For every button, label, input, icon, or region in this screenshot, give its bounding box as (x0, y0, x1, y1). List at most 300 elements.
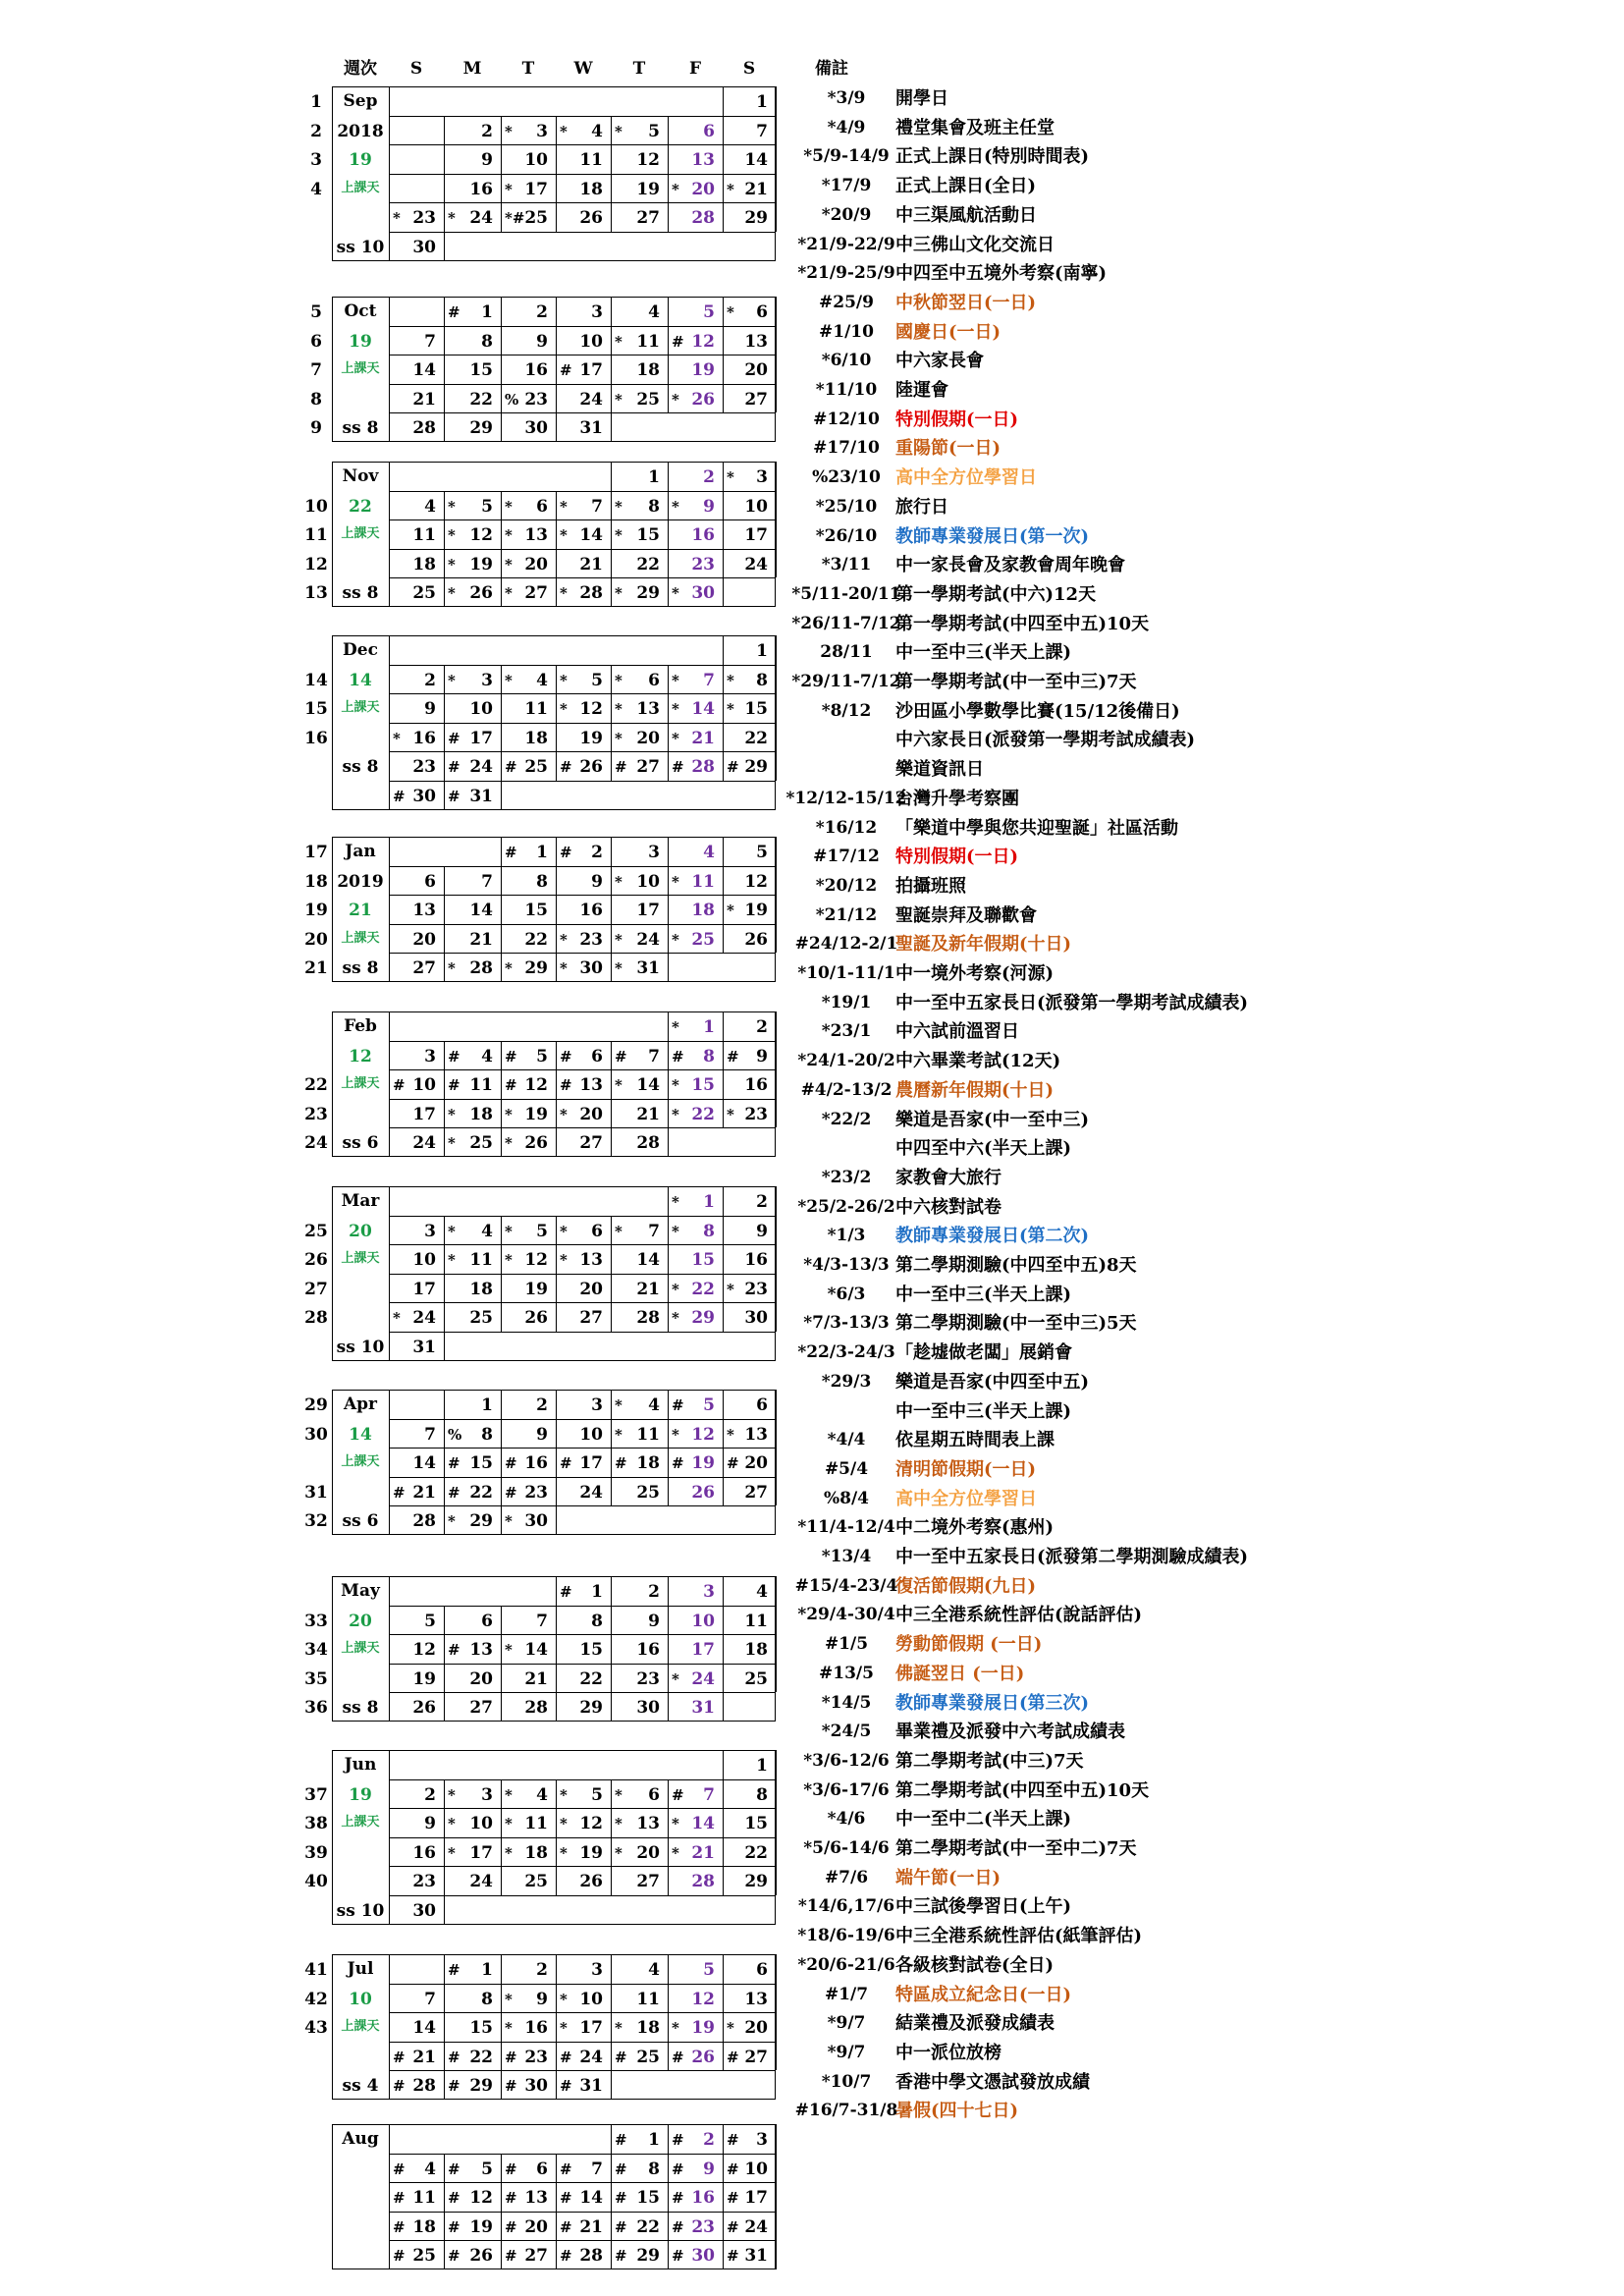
grid-line (723, 1011, 724, 1041)
day-marker: # (560, 2077, 572, 2096)
grid-line (668, 2240, 669, 2269)
day-marker: * (505, 1843, 513, 1862)
day-marker: # (615, 2048, 627, 2066)
grid-line (723, 384, 724, 413)
day-marker: * (560, 959, 568, 978)
grid-line (501, 1099, 502, 1128)
grid-line (389, 2070, 776, 2071)
grid-line (611, 895, 612, 924)
grid-line (389, 1274, 776, 1275)
day-header: W (573, 59, 593, 79)
remark-text: 暑假(四十七日) (895, 2101, 1019, 2122)
grid-line (501, 1244, 502, 1274)
week-number: 3 (310, 150, 322, 171)
week-number: 41 (304, 1960, 328, 1980)
month-info: 2018 (337, 121, 384, 141)
week-number: 11 (304, 525, 328, 546)
day-number: 14 (691, 1814, 715, 1834)
grid-line (501, 1808, 502, 1837)
grid-line (668, 953, 669, 982)
day-marker: # (615, 758, 627, 777)
grid-line (668, 1274, 669, 1303)
day-marker: # (727, 2217, 739, 2236)
grid-line (501, 1837, 502, 1867)
grid-line (444, 2182, 445, 2212)
grid-line (389, 1664, 776, 1665)
grid-line (723, 202, 724, 232)
month-name: Aug (342, 2129, 379, 2149)
day-marker: * (615, 1396, 623, 1414)
grid-line (723, 2240, 724, 2269)
grid-line (556, 116, 557, 145)
day-number: 28 (412, 2076, 436, 2097)
day-number: 22 (691, 1279, 715, 1299)
day-number: 9 (536, 331, 548, 352)
grid-line (611, 2154, 612, 2183)
day-marker: * (615, 1076, 623, 1095)
grid-line (501, 1692, 502, 1722)
day-number: 24 (579, 1482, 603, 1503)
day-marker: # (393, 1076, 406, 1095)
day-number: 24 (579, 2047, 603, 2067)
day-number: 5 (536, 1046, 548, 1066)
month-info: 上課天 (341, 1454, 380, 1470)
grid-line (389, 2012, 776, 2013)
day-number: 29 (744, 757, 768, 778)
month-info: ss 8 (342, 418, 379, 439)
day-number: 28 (412, 418, 436, 439)
remark-date: *14/5 (821, 1692, 872, 1713)
grid-line (444, 1274, 445, 1303)
day-number: 17 (469, 1842, 493, 1863)
remark-date: *1/3 (827, 1226, 866, 1246)
week-number: 27 (304, 1279, 328, 1299)
remark-date: *11/4-12/4 (797, 1517, 895, 1538)
grid-line (668, 1216, 669, 1245)
remark-date: #13/5 (819, 1663, 874, 1683)
remark-text: 中一至中五家長日(派發第二學期測驗成績表) (895, 1547, 1249, 1567)
grid-line (611, 1954, 612, 1984)
grid-line (556, 2182, 557, 2212)
day-marker: # (448, 2189, 460, 2208)
day-number: 4 (756, 1582, 768, 1602)
day-marker: * (672, 1280, 679, 1298)
day-number: 26 (691, 2047, 715, 2067)
day-number: 28 (579, 583, 603, 604)
month-info: 12 (349, 1046, 372, 1066)
grid-line (668, 751, 669, 781)
grid-line (389, 462, 390, 607)
grid-line (556, 297, 557, 326)
grid-line (611, 1692, 612, 1722)
remark-text: 第二學期考試(中一至中二)7天 (895, 1838, 1137, 1859)
day-number: 25 (744, 1668, 768, 1689)
day-number: 9 (756, 1046, 768, 1066)
grid-line (501, 1041, 502, 1070)
grid-line (556, 355, 557, 384)
day-number: 27 (579, 1308, 603, 1329)
day-number: 13 (744, 1989, 768, 2009)
grid-line (501, 2182, 502, 2212)
grid-line (501, 144, 502, 174)
grid-line (556, 1244, 557, 1274)
grid-line (668, 1837, 669, 1867)
day-number: 14 (469, 901, 493, 921)
day-header: T (632, 59, 646, 79)
day-marker: * (448, 209, 456, 228)
grid-line (501, 1419, 502, 1449)
day-number: 12 (691, 1424, 715, 1445)
remark-date: #1/5 (824, 1634, 869, 1655)
day-marker: # (393, 1483, 406, 1502)
month-info: 上課天 (341, 180, 380, 195)
day-number: 2 (703, 467, 715, 487)
grid-line (444, 1866, 445, 1895)
grid-line (668, 384, 669, 413)
day-marker: * (505, 180, 513, 198)
day-number: 16 (579, 901, 603, 921)
day-number: 16 (636, 1640, 660, 1661)
day-number: 24 (469, 208, 493, 229)
grid-line (668, 462, 669, 491)
grid-line (389, 1302, 776, 1303)
grid-line (556, 1099, 557, 1128)
grid-line (501, 2240, 502, 2269)
day-number: 17 (636, 901, 660, 921)
day-number: 2 (424, 1784, 436, 1805)
remark-text: 中三全港系統性評估(說話評估) (895, 1605, 1143, 1626)
day-number: 19 (691, 1453, 715, 1474)
day-number: 1 (591, 1582, 603, 1602)
day-marker: * (615, 332, 623, 351)
day-number: 3 (591, 1960, 603, 1980)
day-number: 19 (524, 1104, 548, 1124)
grid-line (668, 924, 669, 954)
day-number: 11 (524, 699, 548, 720)
remark-text: 中一派位放榜 (895, 2042, 1001, 2063)
month-info: ss 8 (342, 757, 379, 778)
grid-line (723, 837, 724, 866)
day-number: 7 (648, 1046, 660, 1066)
day-number: 5 (703, 1395, 715, 1415)
day-number: 2 (648, 1582, 660, 1602)
day-number: 6 (591, 1046, 603, 1066)
grid-line (776, 1069, 777, 1099)
grid-line (501, 1390, 502, 1419)
grid-line (389, 1808, 776, 1809)
day-marker: # (448, 1641, 460, 1660)
month-info: 上課天 (341, 930, 380, 946)
day-marker: # (672, 2048, 684, 2066)
day-number: 4 (648, 1395, 660, 1415)
day-marker: # (615, 2247, 627, 2266)
day-marker: # (505, 1047, 517, 1066)
day-number: 8 (648, 496, 660, 517)
remark-date: *17/9 (821, 176, 872, 196)
day-marker: * (672, 390, 679, 409)
remark-date: *24/1-20/2 (797, 1051, 895, 1071)
day-number: 21 (691, 728, 715, 748)
month-name: Oct (344, 301, 377, 321)
grid-line (723, 723, 724, 752)
grid-line (668, 1606, 669, 1635)
remark-text: 中一至中五家長日(派發第一學期考試成績表) (895, 992, 1249, 1013)
day-number: 23 (524, 389, 548, 410)
day-header: F (688, 59, 702, 79)
month-name: Apr (343, 1394, 378, 1414)
day-marker: # (505, 2189, 517, 2208)
week-column-header: 週次 (344, 59, 377, 79)
day-header: S (409, 59, 423, 79)
month-name: Dec (343, 640, 378, 660)
week-number: 4 (310, 179, 322, 199)
remark-text: 結業禮及派發成績表 (895, 2013, 1055, 2035)
day-number: 19 (579, 1842, 603, 1863)
day-number: 19 (412, 1668, 436, 1689)
month-info: 20 (349, 1221, 372, 1241)
day-number: 30 (412, 238, 436, 257)
day-marker: * (727, 902, 734, 920)
day-number: 6 (591, 1221, 603, 1241)
grid-line (668, 665, 669, 694)
month-info: 19 (349, 150, 372, 171)
grid-line (444, 2042, 445, 2071)
day-number: 31 (744, 2246, 768, 2267)
week-number: 23 (304, 1104, 328, 1124)
day-marker: # (448, 2217, 460, 2236)
day-number: 24 (579, 389, 603, 410)
day-number: 4 (424, 2159, 436, 2179)
grid-line (611, 693, 612, 723)
day-number: 1 (648, 467, 660, 487)
month-info: 14 (349, 670, 372, 690)
day-number: 15 (636, 2188, 660, 2209)
remark-date: *29/4-30/4 (797, 1605, 895, 1625)
grid-line (611, 355, 612, 384)
grid-line (556, 1448, 557, 1477)
day-marker: # (672, 2217, 684, 2236)
day-marker: * (505, 1785, 513, 1804)
day-number: 25 (524, 757, 548, 778)
day-number: 16 (524, 1453, 548, 1474)
grid-line (611, 1664, 612, 1693)
grid-line (776, 1779, 777, 1809)
month-info: ss 10 (336, 238, 385, 257)
day-number: 1 (756, 641, 768, 661)
day-number: 7 (481, 871, 493, 892)
remark-text: 聖誕及新年假期(十日) (895, 934, 1072, 956)
grid-line (389, 693, 776, 694)
grid-line (556, 1041, 557, 1070)
day-marker: # (448, 2077, 460, 2096)
grid-line (501, 693, 502, 723)
grid-line (776, 1477, 777, 1506)
remark-date: %23/10 (812, 467, 881, 488)
grid-line (776, 1750, 777, 1779)
remark-text: 台灣升學考察團 (895, 788, 1019, 809)
grid-line (776, 635, 777, 665)
day-marker: * (672, 2019, 679, 2038)
day-number: 4 (648, 1960, 660, 1980)
day-number: 5 (424, 1611, 436, 1631)
day-number: 13 (636, 1814, 660, 1834)
grid-line (723, 1099, 724, 1128)
grid-line (611, 519, 612, 549)
grid-line (444, 1448, 445, 1477)
week-number: 14 (304, 670, 328, 690)
day-number: 26 (691, 1482, 715, 1503)
day-number: 25 (469, 1308, 493, 1329)
day-marker: # (560, 1047, 572, 1066)
day-number: 27 (579, 1133, 603, 1154)
day-number: 14 (744, 150, 768, 171)
grid-line (556, 723, 557, 752)
month-info: 上課天 (341, 700, 380, 716)
grid-line (668, 2212, 669, 2241)
day-marker: * (560, 671, 568, 689)
grid-line (723, 1041, 724, 1070)
day-marker: # (727, 1454, 739, 1473)
day-marker: # (560, 361, 572, 380)
day-number: 14 (412, 2018, 436, 2039)
day-marker: * (672, 1076, 679, 1095)
grid-line (389, 895, 776, 896)
week-number: 24 (304, 1133, 328, 1154)
day-number: 21 (469, 929, 493, 950)
month-info: 上課天 (341, 526, 380, 542)
day-marker: * (393, 209, 401, 228)
day-number: 28 (636, 1308, 660, 1329)
grid-line (611, 665, 612, 694)
month-info: 上課天 (341, 2019, 380, 2035)
day-number: 24 (744, 554, 768, 574)
grid-line (611, 2012, 612, 2042)
grid-line (389, 1505, 776, 1506)
day-number: 16 (469, 179, 493, 199)
week-number: 30 (304, 1424, 328, 1445)
remark-text: 旅行日 (895, 496, 948, 518)
week-number: 34 (304, 1640, 328, 1661)
grid-line (668, 1664, 669, 1693)
day-marker: * (560, 930, 568, 949)
grid-line (556, 326, 557, 355)
month-info: 上課天 (341, 1251, 380, 1267)
day-marker: * (727, 1425, 734, 1444)
grid-line (389, 1576, 390, 1722)
grid-line (776, 202, 777, 232)
day-number: 8 (481, 1424, 493, 1445)
remark-date: 28/11 (820, 642, 873, 663)
grid-line (389, 232, 776, 233)
remark-date: *20/12 (815, 875, 878, 896)
day-number: 19 (691, 360, 715, 381)
day-marker: # (505, 2217, 517, 2236)
day-marker: # (448, 1076, 460, 1095)
day-number: 18 (691, 901, 715, 921)
day-marker: # (448, 758, 460, 777)
remark-text: 復活節假期(九日) (895, 1575, 1037, 1597)
remark-date: #15/4-23/4 (794, 1575, 898, 1596)
grid-line (611, 1779, 612, 1809)
grid-line (444, 2212, 445, 2241)
day-marker: # (727, 758, 739, 777)
remark-text: 沙田區小學數學比賽(15/12後備日) (895, 700, 1180, 722)
day-number: 5 (536, 1221, 548, 1241)
month-info: 19 (349, 1784, 372, 1805)
day-marker: * (615, 959, 623, 978)
day-number: 18 (636, 1453, 660, 1474)
day-number: 23 (579, 929, 603, 950)
day-number: 19 (744, 901, 768, 921)
grid-line (776, 837, 777, 866)
day-number: 25 (691, 929, 715, 950)
grid-line (444, 297, 445, 326)
grid-line (776, 1606, 777, 1635)
month-info: ss 8 (342, 958, 379, 979)
day-number: 9 (424, 699, 436, 720)
remark-text: 陸運會 (895, 380, 948, 401)
grid-line (444, 384, 445, 413)
remark-date: *4/6 (827, 1809, 866, 1830)
day-number: 15 (691, 1250, 715, 1271)
day-number: 14 (579, 2188, 603, 2209)
grid-line (501, 1302, 502, 1332)
grid-line (668, 144, 669, 174)
grid-line (776, 1954, 777, 1984)
day-number: 29 (469, 1511, 493, 1532)
grid-line (723, 326, 724, 355)
day-number: 27 (636, 757, 660, 778)
day-number: 31 (579, 2076, 603, 2097)
day-marker: * (672, 700, 679, 719)
day-marker: * (505, 122, 513, 140)
day-number: 31 (469, 787, 493, 806)
remark-date: *22/3-24/3 (797, 1342, 895, 1363)
grid-line (776, 723, 777, 752)
day-number: 15 (579, 1640, 603, 1661)
grid-line (501, 1779, 502, 1809)
day-number: 16 (691, 2188, 715, 2209)
grid-line (444, 1895, 445, 1925)
grid-line (389, 326, 776, 327)
day-number: 5 (703, 302, 715, 322)
grid-line (389, 384, 776, 385)
remark-text: 中六家長日(派發第一學期考試成績表) (895, 730, 1196, 751)
remark-text: 中一至中三(半天上課) (895, 642, 1072, 664)
grid-line (611, 2070, 612, 2100)
day-number: 19 (691, 2018, 715, 2039)
week-number: 31 (304, 1482, 328, 1503)
day-number: 8 (648, 2159, 660, 2179)
day-number: 16 (744, 1075, 768, 1096)
day-number: 25 (412, 2246, 436, 2267)
grid-line (444, 232, 445, 261)
grid-line (444, 1302, 445, 1332)
day-marker: # (393, 2189, 406, 2208)
grid-line (556, 837, 557, 866)
day-marker: # (615, 2189, 627, 2208)
grid-line (668, 723, 669, 752)
month-info: 20 (349, 1611, 372, 1631)
grid-line (668, 326, 669, 355)
day-number: 15 (636, 525, 660, 546)
day-number: 8 (756, 670, 768, 690)
day-marker: # (727, 1047, 739, 1066)
grid-line (501, 924, 502, 954)
grid-line (389, 1477, 776, 1478)
grid-line (611, 1984, 612, 2013)
grid-line (668, 1634, 669, 1664)
